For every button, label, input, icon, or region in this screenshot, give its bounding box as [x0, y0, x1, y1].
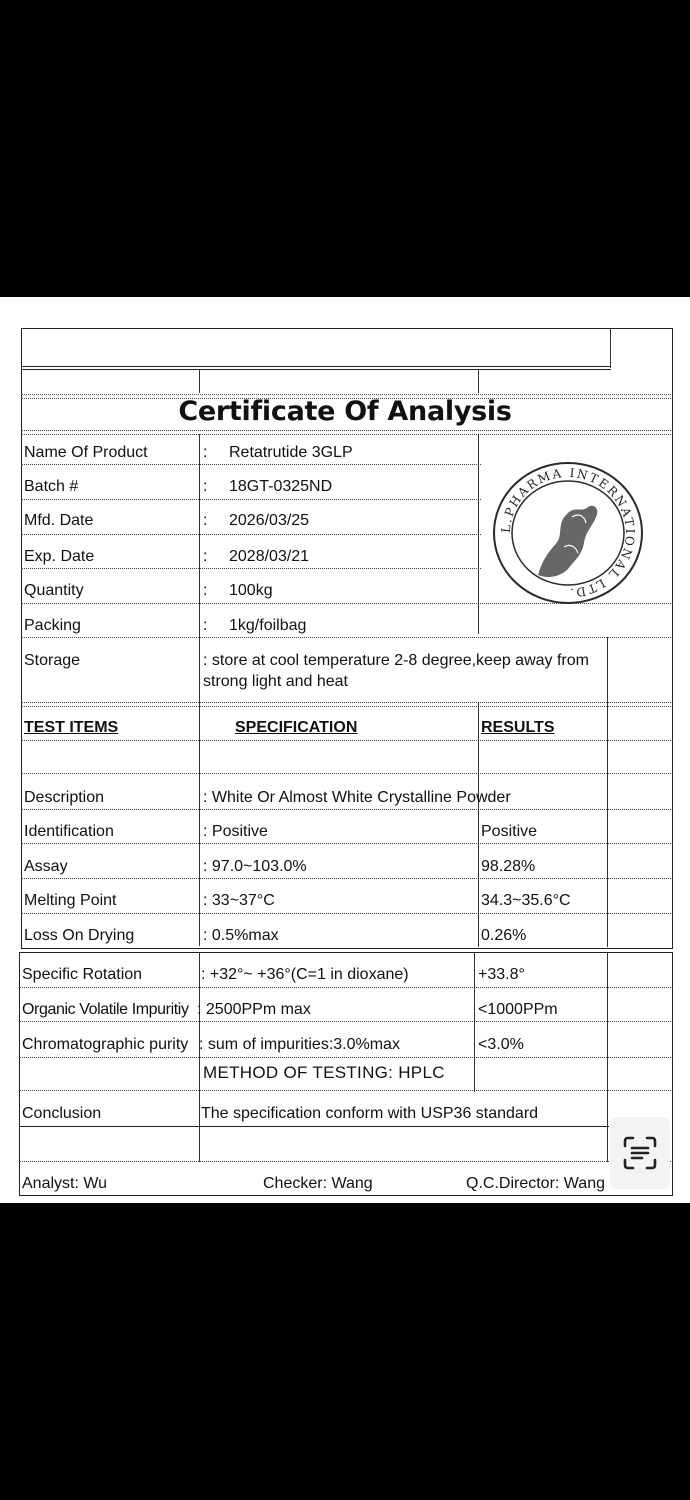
- test-items-header: TEST ITEMS: [24, 719, 119, 736]
- method-of-testing: METHOD OF TESTING: HPLC: [203, 1063, 445, 1082]
- test-row-chromatographic-result: <3.0%: [478, 1036, 524, 1053]
- conclusion-label: Conclusion: [22, 1105, 102, 1122]
- svg-text:L.PHARMA INTERNATIONAL LTD.: L.PHARMA INTERNATIONAL LTD.: [498, 465, 638, 601]
- test-row-description-item: Description: [24, 789, 105, 806]
- checker-signature: Checker: Wang: [263, 1175, 373, 1192]
- product-name-colon: :: [203, 444, 208, 461]
- packing-label: Packing: [24, 617, 81, 634]
- quantity-value: 100kg: [229, 582, 273, 599]
- product-name-label: Name Of Product: [24, 444, 148, 461]
- test-row-identification-result: Positive: [481, 823, 538, 840]
- test-row-chromatographic-spec: : sum of impurities:3.0%max: [199, 1036, 400, 1053]
- test-row-organic-volatile-item: Organic Volatile Impuritiy: [22, 1001, 189, 1018]
- packing-value: 1kg/foilbag: [229, 617, 307, 634]
- scan-text-icon: [621, 1134, 659, 1172]
- test-row-melting-point-spec: : 33~37°C: [203, 892, 275, 909]
- document-title: Certificate Of Analysis: [178, 396, 512, 427]
- storage-value-line1: : store at cool temperature 2-8 degree,keep away from: [203, 652, 589, 669]
- batch-label: Batch #: [24, 478, 79, 495]
- conclusion-value: The specification conform with USP36 standard: [201, 1105, 539, 1122]
- test-row-melting-point-item: Melting Point: [24, 892, 117, 909]
- qc-director-signature: Q.C.Director: Wang: [466, 1175, 605, 1192]
- quantity-colon: :: [203, 582, 208, 599]
- mfd-date-colon: :: [203, 512, 208, 529]
- test-row-chromatographic-item: Chromatographic purity: [22, 1036, 189, 1053]
- company-seal-stamp: [488, 457, 648, 605]
- test-row-assay-spec: : 97.0~103.0%: [203, 858, 307, 875]
- test-row-identification-spec: : Positive: [203, 823, 268, 840]
- exp-date-colon: :: [203, 548, 208, 565]
- test-row-description-spec: : White Or Almost White Crystalline Powder: [203, 789, 511, 806]
- results-header: RESULTS: [481, 719, 555, 736]
- packing-colon: :: [203, 617, 208, 634]
- analyst-signature: Analyst: Wu: [22, 1175, 108, 1192]
- batch-colon: :: [203, 478, 208, 495]
- test-row-organic-volatile-result: <1000PPm: [478, 1001, 558, 1018]
- product-name-value: Retatrutide 3GLP: [229, 444, 353, 461]
- scan-text-button[interactable]: [610, 1117, 670, 1189]
- test-row-loss-on-drying-result: 0.26%: [481, 927, 527, 944]
- exp-date-label: Exp. Date: [24, 548, 95, 565]
- test-row-organic-volatile-spec: : 2500PPm max: [197, 1001, 311, 1018]
- test-row-assay-result: 98.28%: [481, 858, 536, 875]
- test-row-specific-rotation-result: +33.8°: [478, 966, 525, 983]
- specification-header: SPECIFICATION: [235, 719, 358, 736]
- quantity-label: Quantity: [24, 582, 84, 599]
- test-row-melting-point-result: 34.3~35.6°C: [481, 892, 571, 909]
- mfd-date-label: Mfd. Date: [24, 512, 94, 529]
- test-row-identification-item: Identification: [24, 823, 114, 840]
- test-row-specific-rotation-item: Specific Rotation: [22, 966, 143, 983]
- exp-date-value: 2028/03/21: [229, 548, 310, 565]
- storage-value-line2: strong light and heat: [203, 673, 348, 690]
- storage-label: Storage: [24, 652, 81, 669]
- test-row-specific-rotation-spec: : +32°~ +36°(C=1 in dioxane): [201, 966, 409, 983]
- certificate-document: [0, 297, 690, 1203]
- test-row-loss-on-drying-item: Loss On Drying: [24, 927, 135, 944]
- batch-value: 18GT-0325ND: [229, 478, 333, 495]
- test-row-loss-on-drying-spec: : 0.5%max: [203, 927, 279, 944]
- test-row-assay-item: Assay: [24, 858, 68, 875]
- mfd-date-value: 2026/03/25: [229, 512, 310, 529]
